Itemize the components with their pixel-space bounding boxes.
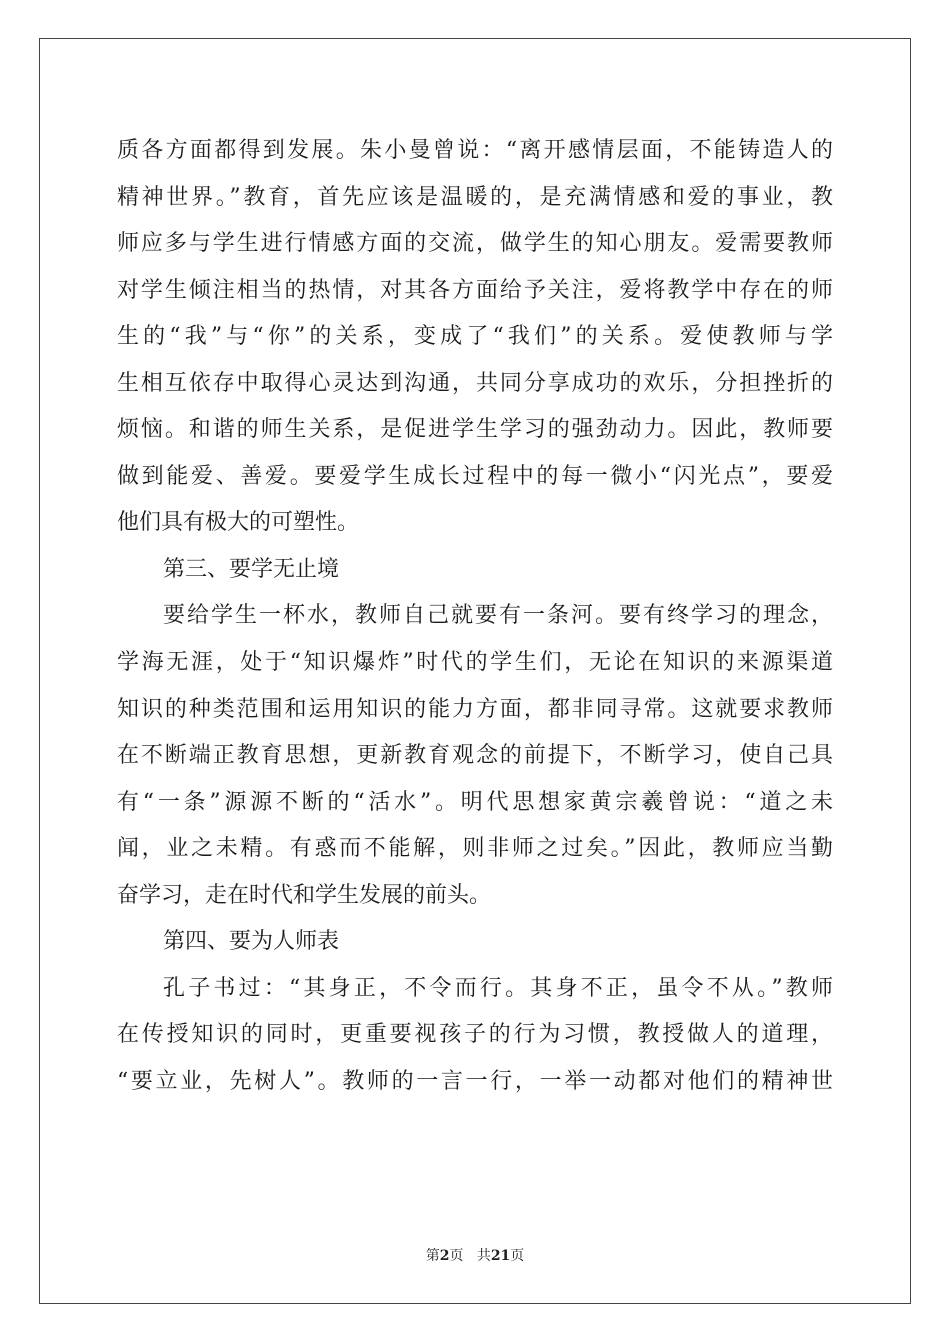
page-footer xyxy=(0,1245,950,1265)
text-line: 要给学生一杯水，教师自己就要有一条河。要有终学习的理念， xyxy=(163,603,833,629)
text-line: 做到能爱、善爱。要爱学生成长过程中的每一微小“闪光点”，要爱 xyxy=(117,463,833,489)
text-line: 在传授知识的同时，更重要视孩子的行为习惯，教授做人的道理， xyxy=(117,1022,833,1048)
text-line: 学海无涯，处于“知识爆炸”时代的学生们，无论在知识的来源渠道 xyxy=(117,650,833,676)
text-line: “要立业，先树人”。教师的一言一行，一举一动都对他们的精神世 xyxy=(117,1068,833,1094)
text-line: 闻，业之未精。有惑而不能解，则非师之过矣。”因此，教师应当勤 xyxy=(117,836,833,862)
text-line: 烦恼。和谐的师生关系，是促进学生学习的强劲动力。因此，教师要 xyxy=(117,417,833,443)
total-page-count: 21 xyxy=(490,1248,511,1264)
text-line: 师应多与学生进行情感方面的交流，做学生的知心朋友。爱需要教师 xyxy=(117,231,833,257)
current-page-number: 2 xyxy=(439,1248,450,1264)
text-line: 在不断端正教育思想，更新教育观念的前提下，不断学习，使自己具 xyxy=(117,743,833,769)
section-heading: 第四、要为人师表 xyxy=(163,929,340,955)
footer-total-suffix: 页 xyxy=(510,1248,525,1264)
text-line: 有“一条”源源不断的“活水”。明代思想家黄宗羲曾说：“道之未 xyxy=(117,789,833,815)
text-line: 奋学习，走在时代和学生发展的前头。 xyxy=(117,882,492,908)
text-line: 对学生倾注相当的热情，对其各方面给予关注，爱将教学中存在的师 xyxy=(117,277,833,303)
document-body xyxy=(117,128,833,1105)
text-line: 生相互依存中取得心灵达到沟通，共同分享成功的欢乐，分担挫折的 xyxy=(117,370,833,396)
text-line: 生的“我”与“你”的关系，变成了“我们”的关系。爱使教师与学 xyxy=(117,324,833,350)
footer-prefix: 第 xyxy=(425,1248,440,1264)
text-line: 他们具有极大的可塑性。 xyxy=(117,510,360,536)
text-line: 孔子书过：“其身正，不令而行。其身不正，虽令不从。”教师 xyxy=(163,975,833,1001)
section-heading: 第三、要学无止境 xyxy=(163,556,340,582)
footer-total-prefix: 共 xyxy=(476,1248,491,1264)
text-line: 精神世界。”教育，首先应该是温暖的，是充满情感和爱的事业，教 xyxy=(117,184,833,210)
text-line: 质各方面都得到发展。朱小曼曾说：“离开感情层面，不能铸造人的 xyxy=(117,138,833,163)
text-line: 知识的种类范围和运用知识的能力方面，都非同寻常。这就要求教师 xyxy=(117,696,833,722)
footer-page-suffix: 页 xyxy=(449,1248,464,1264)
